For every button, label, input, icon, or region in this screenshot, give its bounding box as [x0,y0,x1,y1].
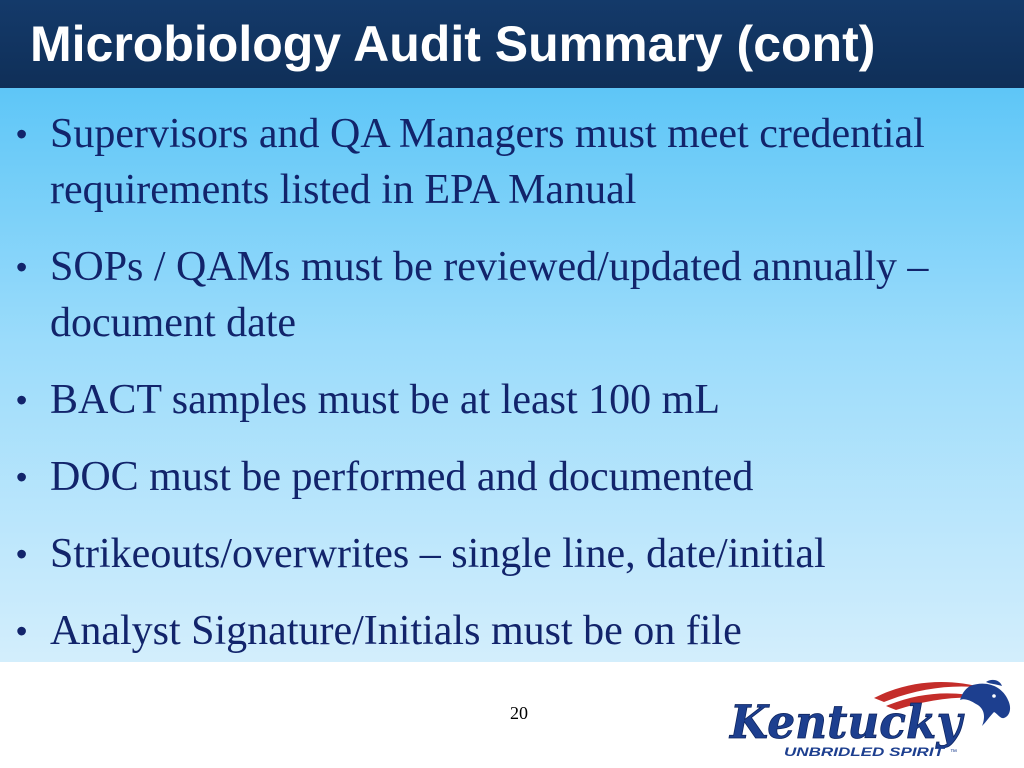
bullet-text: SOPs / QAMs must be reviewed/updated annually – document date [50,244,929,346]
bullet-item [14,239,1014,351]
slide-title: Microbiology Audit Summary (cont) [30,16,876,72]
bullet-text: Analyst Signature/Initials must be on file [50,608,742,654]
bullet-icon: • [16,459,28,495]
bullet-icon: • [16,382,28,418]
bullet-list [14,106,1014,680]
bullet-item [14,449,1014,505]
title-bar [0,0,1024,88]
logo-wordmark: Kentucky [728,695,966,749]
logo-trademark: ™ [950,749,957,756]
bullet-text: BACT samples must be at least 100 mL [50,377,720,423]
bullet-item [14,372,1014,428]
bullet-icon: • [16,536,28,572]
horse-head-icon [960,680,1010,726]
bullet-icon: • [16,116,28,152]
bullet-text: Supervisors and QA Managers must meet credential requirements listed in EPA Manual [50,111,925,213]
bullet-icon: • [16,249,28,285]
bullet-icon: • [16,613,28,649]
kentucky-logo [724,676,1016,762]
slide-number: 20 [510,703,528,723]
content-panel [0,88,1024,662]
bullet-text: Strikeouts/overwrites – single line, date/initial [50,531,826,577]
bullet-item [14,526,1014,582]
bullet-text: DOC must be performed and documented [50,454,754,500]
logo-tagline: UNBRIDLED SPIRIT [784,745,947,759]
bullet-item [14,106,1014,218]
bullet-item [14,603,1014,659]
